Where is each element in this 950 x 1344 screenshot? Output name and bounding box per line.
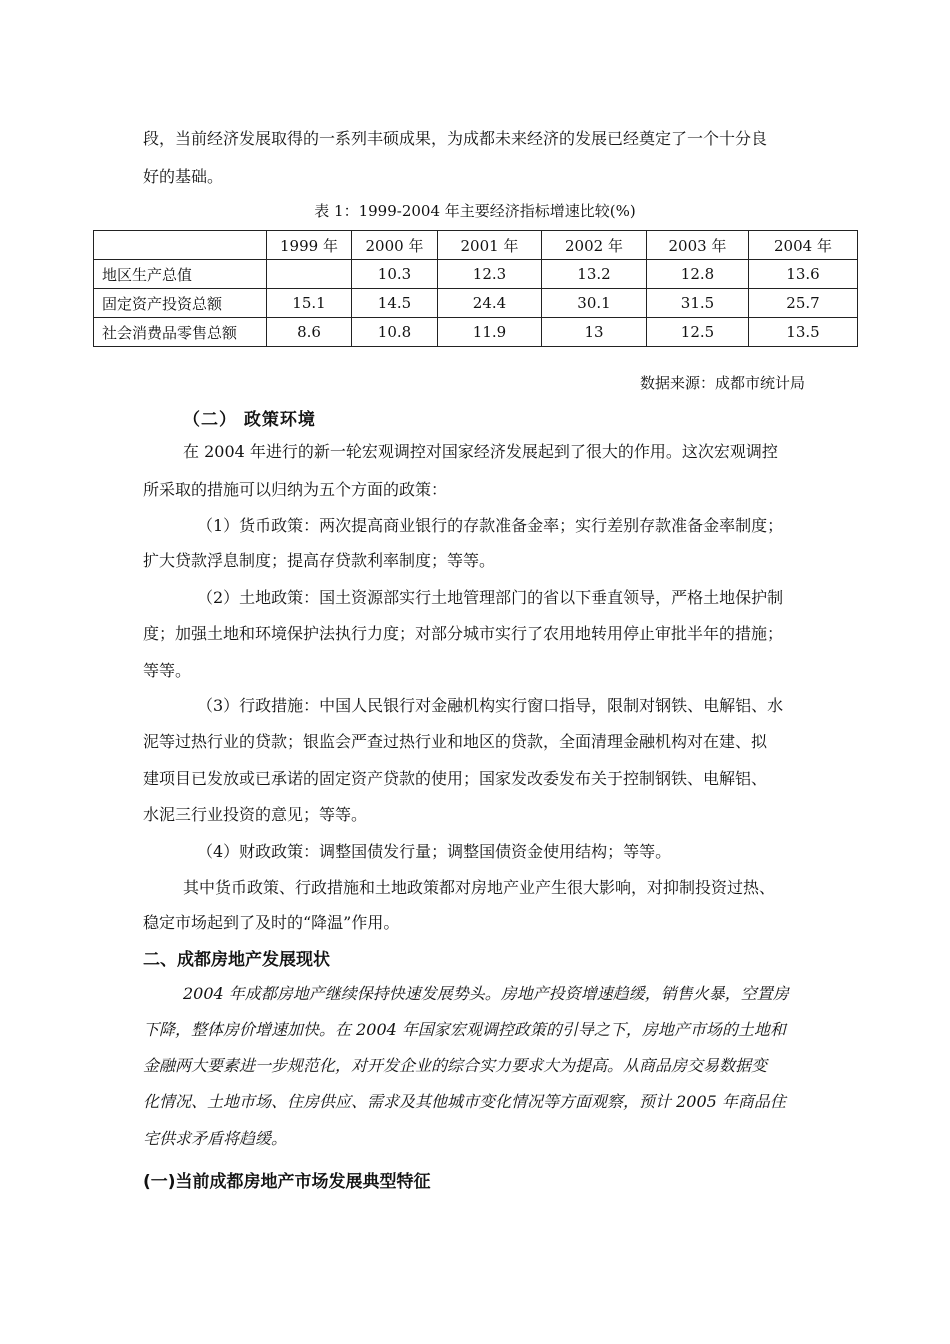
economic-indicators-table — [93, 230, 858, 347]
row-label: 社会消费品零售总额 — [94, 318, 267, 347]
measure-3-line: （3）行政措施：中国人民银行对金融机构实行窗口指导，限制对钢铁、电解铝、水 — [197, 696, 784, 715]
table-cell: 12.5 — [647, 318, 749, 347]
measure-2-line: 等等。 — [143, 661, 192, 680]
paragraph-line: 在 2004 年进行的新一轮宏观调控对国家经济发展起到了很大的作用。这次宏观调控 — [183, 442, 778, 461]
measure-3-line: 水泥三行业投资的意见；等等。 — [143, 805, 368, 824]
table-cell: 13.5 — [749, 318, 858, 347]
table-cell: 25.7 — [749, 289, 858, 318]
table-cell: 13 — [542, 318, 647, 347]
table-row — [94, 289, 858, 318]
table-row — [94, 318, 858, 347]
table-cell: 13.2 — [542, 260, 647, 289]
table-caption: 表 1：1999-2004 年主要经济指标增速比较(%) — [314, 202, 636, 220]
intro-line-2: 好的基础。 — [143, 167, 224, 186]
italic-paragraph-line: 下降，整体房价增速加快。在 2004 年国家宏观调控政策的引导之下，房地产市场的土地和 — [143, 1020, 786, 1039]
header-cell: 2004 年 — [749, 231, 858, 260]
table-row — [94, 260, 858, 289]
table-cell: 15.1 — [267, 289, 352, 318]
header-cell: 1999 年 — [267, 231, 352, 260]
table-cell: 13.6 — [749, 260, 858, 289]
measure-3-line: 泥等过热行业的贷款；银监会严查过热行业和地区的贷款，全面清理金融机构对在建、拟 — [143, 732, 768, 751]
measure-4-line: （4）财政政策：调整国债发行量；调整国债资金使用结构；等等。 — [197, 842, 672, 861]
row-label: 固定资产投资总额 — [94, 289, 267, 318]
data-source-note: 数据来源：成都市统计局 — [639, 374, 805, 392]
paragraph-line: 其中货币政策、行政措施和土地政策都对房地产业产生很大影响，对抑制投资过热、 — [183, 878, 776, 897]
italic-paragraph-line: 化情况、土地市场、住房供应、需求及其他城市变化情况等方面观察，预计 2005 年商品住 — [143, 1092, 786, 1111]
measure-3-line: 建项目已发放或已承诺的固定资产贷款的使用；国家发改委发布关于控制钢铁、电解铝、 — [143, 769, 768, 788]
table-cell: 12.8 — [647, 260, 749, 289]
header-cell: 2002 年 — [542, 231, 647, 260]
header-cell: 2003 年 — [647, 231, 749, 260]
italic-paragraph-line: 金融两大要素进一步规范化，对开发企业的综合实力要求大为提高。从商品房交易数据变 — [143, 1056, 768, 1075]
table-cell: 11.9 — [438, 318, 542, 347]
policy-heading: （二） 政策环境 — [183, 410, 316, 430]
table-cell: 24.4 — [438, 289, 542, 318]
header-cell — [94, 231, 267, 260]
table-cell: 12.3 — [438, 260, 542, 289]
table-header-row — [94, 231, 858, 260]
italic-paragraph-line: 2004 年成都房地产继续保持快速发展势头。房地产投资增速趋缓，销售火暴，空置房 — [183, 984, 789, 1003]
table-cell: 8.6 — [267, 318, 352, 347]
row-label: 地区生产总值 — [94, 260, 267, 289]
intro-line-1: 段，当前经济发展取得的一系列丰硕成果，为成都未来经济的发展已经奠定了一个十分良 — [143, 129, 768, 148]
section-heading: 二、成都房地产发展现状 — [143, 950, 330, 970]
measure-1-line: 扩大贷款浮息制度；提高存贷款利率制度；等等。 — [143, 551, 496, 570]
table-cell: 10.3 — [352, 260, 438, 289]
paragraph-line: 稳定市场起到了及时的“降温”作用。 — [143, 913, 400, 932]
measure-2-line: （2）土地政策：国土资源部实行土地管理部门的省以下垂直领导，严格土地保护制 — [197, 588, 784, 607]
measure-2-line: 度；加强土地和环境保护法执行力度；对部分城市实行了农用地转用停止审批半年的措施； — [143, 624, 784, 643]
table-cell: 30.1 — [542, 289, 647, 318]
header-cell: 2000 年 — [352, 231, 438, 260]
table-cell: 31.5 — [647, 289, 749, 318]
measure-1-line: （1）货币政策：两次提高商业银行的存款准备金率；实行差别存款准备金率制度； — [197, 516, 784, 535]
table-cell: 10.8 — [352, 318, 438, 347]
italic-paragraph-line: 宅供求矛盾将趋缓。 — [143, 1129, 288, 1148]
subsection-heading: (一)当前成都房地产市场发展典型特征 — [143, 1172, 431, 1192]
header-cell: 2001 年 — [438, 231, 542, 260]
table-cell: 14.5 — [352, 289, 438, 318]
paragraph-line: 所采取的措施可以归纳为五个方面的政策： — [143, 480, 448, 499]
table-cell — [267, 260, 352, 289]
